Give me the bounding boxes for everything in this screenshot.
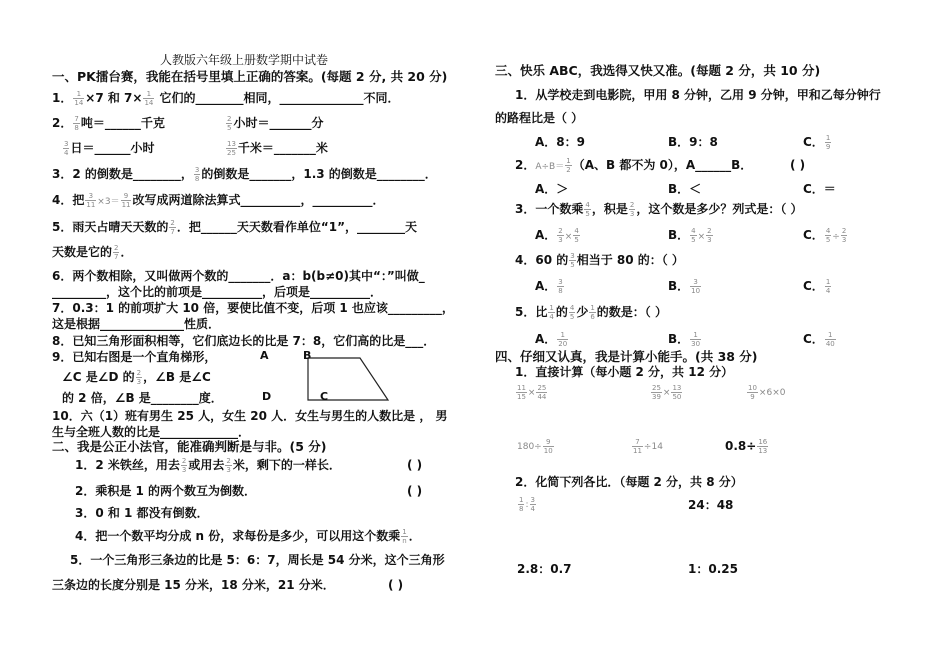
option-b[interactable]: B． $\frac{3}{10}$: [668, 278, 701, 295]
question-1-7b: 这是根据______________性质．: [52, 317, 221, 331]
answer-paren[interactable]: ( ): [407, 458, 423, 472]
question-1-1: 1． $\frac{1}{14}$ ×7 和 7× $\frac{1}{14}$ 它们的________相同，______________不同．: [52, 90, 400, 107]
question-3-1b: 的路程比是（ ）: [495, 111, 584, 125]
question-1-10a: 10．六（1）班有男生 25 人，女生 20 人．女生与男生的人数比是 ， 男: [52, 409, 448, 423]
fraction: $\frac{2}{3}$: [629, 201, 635, 218]
question-1-9a: 9．已知右图是一个直角梯形，: [52, 350, 217, 364]
question-1-7a: 7．0.3：1 的前项扩大 10 倍，要使比值不变，后项 1 也应该_________，: [52, 301, 454, 315]
section-1-heading: 一、PK擂台赛，我能在括号里填上正确的答案。(每题 2 分, 共 20 分): [52, 69, 448, 84]
option-b[interactable]: B．＜: [668, 182, 702, 196]
fraction: $\frac{1}{n}$: [402, 528, 407, 545]
question-2-5a: 5．一个三角形三条边的比是 5：6：7，周长是 54 分米，这个三角形: [70, 553, 445, 567]
subsection-simplify-ratio: 2．化简下列各比．（每题 2 分，共 8 分）: [515, 475, 743, 489]
question-1-10b: 生与全班人数的比是_____________．: [52, 425, 251, 439]
question-1-2b: $\frac{3}{4}$ 日＝______小时: [64, 140, 155, 157]
fraction: $\frac{3}{8}$: [194, 166, 200, 183]
option-a[interactable]: A．＞: [535, 182, 569, 196]
fraction: $\frac{2}{5}$: [227, 115, 232, 132]
vertex-label-d: D: [262, 390, 272, 403]
option-c[interactable]: C． $\frac{1}{9}$: [803, 134, 831, 151]
fraction: $\frac{2}{7}$: [170, 219, 175, 236]
vertex-label-a: A: [260, 349, 269, 362]
option-a[interactable]: A．8：9: [535, 135, 585, 149]
subsection-direct-calc: 1．直接计算（每小题 2 分，共 12 分）: [515, 365, 734, 379]
question-2-2: 2．乘积是 1 的两个数互为倒数．: [75, 484, 257, 498]
option-c[interactable]: C． $\frac{4}{5}$ ÷ $\frac{2}{3}$: [803, 227, 847, 244]
question-1-9b: ∠C 是∠D 的 $\frac{2}{3}$ ，∠B 是∠C: [62, 369, 211, 386]
ratio-item-3[interactable]: 2.8：0.7: [517, 562, 572, 576]
calc-item-2[interactable]: $\frac{25}{39}$ × $\frac{13}{50}$: [652, 384, 682, 401]
fraction: $\frac{2}{3}$: [226, 457, 231, 474]
section-2-heading: 二、我是公正小法官，能准确判断是与非。(5 分): [52, 439, 327, 454]
fraction: $\frac{1}{14}$: [144, 90, 154, 107]
question-1-8: 8．已知三角形面积相等，它们底边长的比是 7：8，它们高的比是___．: [52, 334, 436, 348]
fraction: $\frac{3}{5}$: [570, 252, 575, 269]
question-2-5b: 三条边的长度分别是 15 分米，18 分米，21 分米．: [52, 578, 335, 592]
option-c[interactable]: C．＝: [803, 182, 836, 196]
option-a[interactable]: A． $\frac{2}{3}$ × $\frac{4}{5}$: [535, 227, 579, 244]
question-1-4: 4．把 $\frac{3}{11}$ ×3＝ $\frac{9}{11}$ 改写成两道除法算式__________，__________．: [52, 192, 385, 209]
question-1-2b-right: $\frac{13}{25}$ 千米＝_______米: [227, 140, 328, 157]
page-title: 人教版六年级上册数学期中试卷: [160, 53, 329, 67]
question-2-3: 3．0 和 1 都没有倒数．: [75, 506, 209, 520]
question-3-4: 4．60 的 $\frac{3}{5}$ 相当于 80 的：（ ）: [515, 252, 684, 269]
fraction: $\frac{7}{8}$: [74, 115, 79, 132]
question-1-2a-right: $\frac{2}{5}$ 小时＝_______分: [227, 115, 324, 132]
question-1-3: 3．2 的倒数是________， $\frac{3}{8}$ 的倒数是_______，1.3 的倒数是________．: [52, 166, 437, 183]
question-1-5b: 天数是它的 $\frac{2}{7}$ ．: [52, 244, 133, 261]
calc-item-6[interactable]: 0.8÷ $\frac{16}{13}$: [725, 438, 768, 455]
question-3-2: 2．A÷B＝ $\frac{1}{2}$ （A、B 都不为 0），A______B．: [515, 157, 753, 174]
vertex-label-c: C: [320, 390, 329, 403]
fraction: $\frac{9}{11}$: [121, 192, 131, 209]
ratio-item-1[interactable]: $\frac{1}{8}$ : $\frac{3}{4}$: [519, 496, 535, 513]
option-a[interactable]: A． $\frac{1}{20}$: [535, 331, 568, 348]
option-b[interactable]: B．9：8: [668, 135, 718, 149]
option-c[interactable]: C． $\frac{1}{4}$: [803, 278, 831, 295]
fraction: $\frac{3}{11}$: [86, 192, 96, 209]
vertex-label-b: B: [303, 349, 312, 362]
question-1-9c: 的 2 倍，∠B 是________度．: [62, 391, 223, 405]
question-1-6a: 6．两个数相除，又叫做两个数的_______．a：b(b≠0)其中“：”叫做_: [52, 269, 425, 283]
answer-paren[interactable]: ( ): [407, 484, 423, 498]
fraction: $\frac{1}{2}$: [566, 157, 571, 174]
calc-item-1[interactable]: $\frac{11}{15}$ × $\frac{25}{44}$: [517, 384, 547, 401]
option-a[interactable]: A． $\frac{3}{8}$: [535, 278, 563, 295]
fraction: $\frac{2}{7}$: [114, 244, 119, 261]
question-3-1a: 1．从学校走到电影院，甲用 8 分钟，乙用 9 分钟，甲和乙每分钟行: [515, 88, 881, 102]
question-3-3: 3．一个数乘 $\frac{4}{5}$ ，积是 $\frac{2}{3}$ ，这个数是多少？列式是：（ ）: [515, 201, 803, 218]
option-c[interactable]: C． $\frac{1}{40}$: [803, 331, 835, 348]
question-2-4: 4．把一个数平均分成 n 份，求每份是多少，可以用这个数乘 $\frac{1}{n}$ ．: [75, 528, 421, 545]
fraction: $\frac{13}{25}$: [227, 140, 236, 157]
fraction: $\frac{1}{14}$: [74, 90, 84, 107]
fraction: $\frac{3}{4}$: [64, 140, 69, 157]
answer-paren[interactable]: ( ): [388, 578, 404, 592]
ratio-item-4[interactable]: 1：0.25: [688, 562, 738, 576]
section-3-heading: 三、快乐 ABC，我选得又快又准。(每题 2 分，共 10 分): [495, 63, 821, 78]
question-1-5a: 5．雨天占晴天天数的 $\frac{2}{7}$ ．把______天天数看作单位“1”，________天: [52, 219, 417, 236]
fraction: $\frac{1}{9}$: [825, 134, 831, 151]
fraction: $\frac{2}{3}$: [181, 457, 187, 474]
section-4-heading: 四、仔细又认真，我是计算小能手。(共 38 分): [495, 349, 758, 364]
calc-item-3[interactable]: $\frac{10}{9}$ ×6×0: [748, 384, 786, 401]
calc-item-4[interactable]: 180÷ $\frac{9}{10}$: [517, 438, 553, 455]
ratio-item-2[interactable]: 24：48: [688, 498, 734, 512]
option-b[interactable]: B． $\frac{4}{5}$ × $\frac{2}{3}$: [668, 227, 712, 244]
answer-paren[interactable]: ( ): [790, 158, 806, 172]
fraction: $\frac{2}{3}$: [136, 369, 142, 386]
question-1-2a: 2． $\frac{7}{8}$ 吨＝______千克: [52, 115, 165, 132]
question-3-5: 5．比 $\frac{1}{4}$ 的 $\frac{4}{5}$ 少 $\frac{1}{6}$ 的数是：（ ）: [515, 304, 667, 321]
calc-item-5[interactable]: $\frac{7}{11}$ ÷14: [633, 438, 663, 455]
question-2-1: 1．2 米铁丝，用去 $\frac{2}{3}$ 或用去 $\frac{2}{3}$ 米，剩下的一样长．: [75, 457, 341, 474]
question-1-6b: _________，这个比的前项是__________，后项是__________．: [52, 285, 383, 299]
fraction: $\frac{4}{5}$: [585, 201, 590, 218]
option-b[interactable]: B． $\frac{1}{30}$: [668, 331, 701, 348]
